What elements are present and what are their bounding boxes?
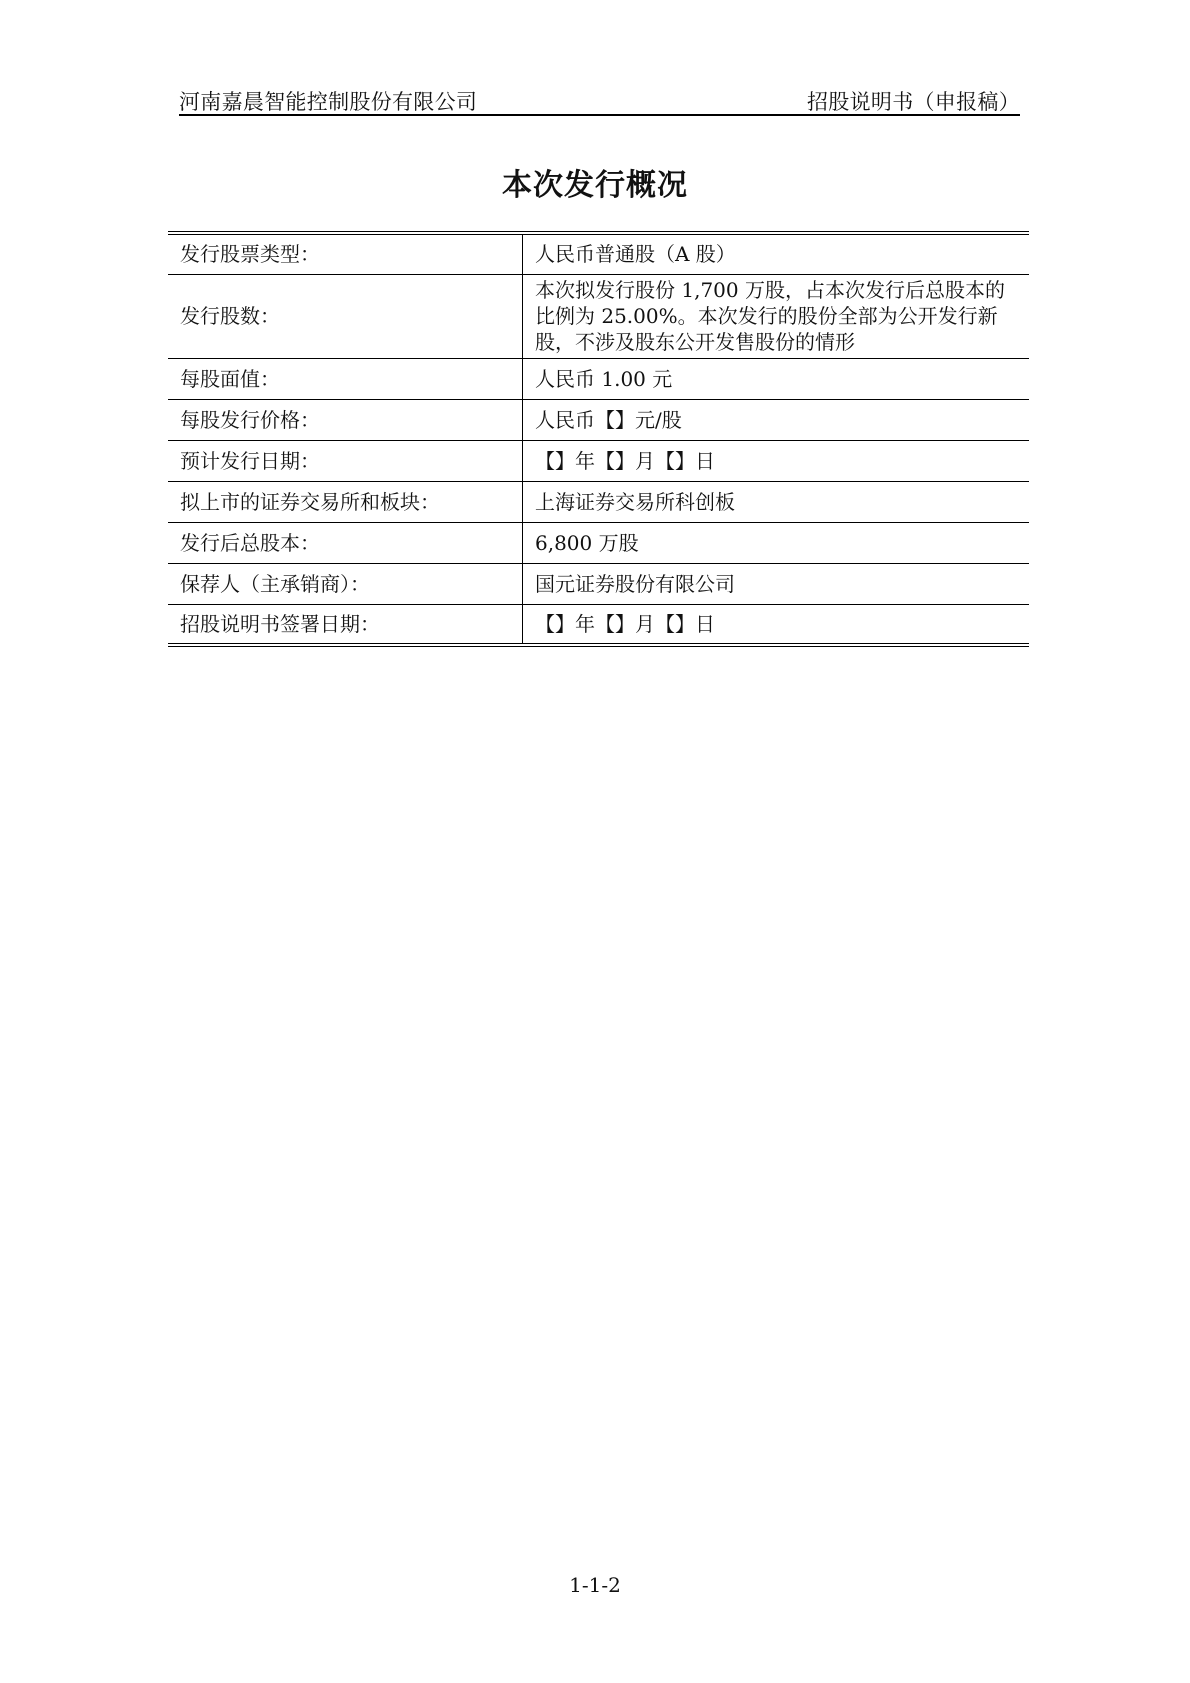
row-label: 保荐人（主承销商）： xyxy=(168,563,523,604)
row-value: 人民币普通股（A 股） xyxy=(535,242,736,267)
row-label: 预计发行日期： xyxy=(168,440,523,481)
page-title: 本次发行概况 xyxy=(502,168,688,203)
row-value: 国元证券股份有限公司 xyxy=(523,563,1030,604)
page-header xyxy=(179,84,1020,116)
table-row xyxy=(168,358,1029,399)
table-row xyxy=(168,481,1029,522)
row-label: 每股发行价格： xyxy=(168,399,523,440)
table-row xyxy=(168,233,1029,274)
row-value: 本次拟发行股份 1,700 万股，占本次发行后总股本的比例为 25.00%。本次发行的股份全部为公开发行新股，不涉及股东公开发售股份的情形 xyxy=(523,274,1030,358)
row-label: 发行股票类型： xyxy=(168,233,523,274)
row-value: 上海证券交易所科创板 xyxy=(523,481,1030,522)
table-row xyxy=(168,440,1029,481)
table-row xyxy=(168,522,1029,563)
table-row xyxy=(168,274,1029,358)
row-label: 招股说明书签署日期： xyxy=(168,604,523,645)
row-value: 人民币【】元/股 xyxy=(523,399,1030,440)
row-label: 拟上市的证券交易所和板块： xyxy=(168,481,523,522)
table-row xyxy=(168,563,1029,604)
table-row xyxy=(168,604,1029,645)
row-value: 【】年【】月【】日 xyxy=(523,604,1030,645)
row-label: 发行股数： xyxy=(168,274,523,358)
row-label: 发行后总股本： xyxy=(168,522,523,563)
page-number: 1-1-2 xyxy=(569,1573,621,1597)
row-value: 6,800 万股 xyxy=(523,522,1030,563)
row-label: 每股面值： xyxy=(168,358,523,399)
company-name: 河南嘉晨智能控制股份有限公司 xyxy=(179,90,478,114)
table-row xyxy=(168,399,1029,440)
row-value: 人民币 1.00 元 xyxy=(523,358,1030,399)
document-type: 招股说明书（申报稿） xyxy=(807,90,1020,114)
row-value: 【】年【】月【】日 xyxy=(523,440,1030,481)
offering-overview-table xyxy=(168,231,1029,647)
